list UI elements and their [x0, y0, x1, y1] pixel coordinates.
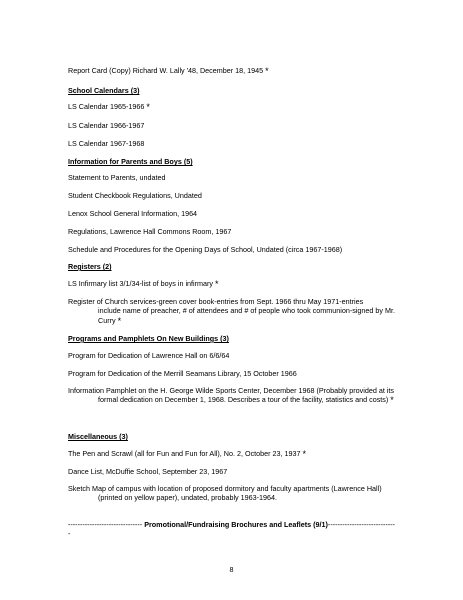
item-pamphlet-wilde	[68, 386, 395, 406]
divider-dashes-left: -------------------------------	[68, 520, 143, 529]
item-schedule-procedures: Schedule and Procedures for the Opening Days of School, Undated (circa 1967-1968)	[68, 245, 343, 254]
section-heading-promotional: Promotional/Fundraising Brochures and Leaflets (9/1)	[144, 520, 328, 529]
item-ls-calendar-1967: LS Calendar 1967-1968	[68, 139, 145, 148]
item-lawrence-regulations: Regulations, Lawrence Hall Commons Room, 1967	[68, 227, 232, 236]
asterisk-mark: *	[302, 449, 307, 459]
section-heading-school-calendars: School Calendars (3)	[68, 86, 140, 95]
item-ls-calendar-1966: LS Calendar 1966-1967	[68, 121, 145, 130]
item-program-merrill: Program for Dedication of the Merrill Seamans Library, 15 October 1966	[68, 369, 297, 378]
item-dance-list: Dance List, McDuffie School, September 23, 1967	[68, 467, 228, 476]
item-text-line-2: formal dedication on December 1, 1968. Describes a tour of the facility, statistics and costs) *	[98, 395, 394, 406]
section-divider-promotional	[68, 520, 395, 539]
item-ls-calendar-1965	[68, 102, 150, 112]
item-statement-parents: Statement to Parents, undated	[68, 173, 166, 182]
asterisk-mark: *	[265, 66, 269, 76]
divider-dashes-right: -----------------------------	[68, 520, 395, 539]
item-text: LS Calendar 1965-1966	[68, 102, 145, 111]
asterisk-mark: *	[390, 395, 394, 406]
asterisk-mark: *	[215, 279, 219, 289]
item-text-line-1: Register of Church services-green cover book-entries from Sept. 1966 thru May 1971-entries	[68, 297, 364, 306]
item-text-line-2: (printed on yellow paper), undated, probably 1963-1964.	[98, 493, 278, 503]
asterisk-mark: *	[117, 315, 122, 326]
item-program-lawrence: Program for Dedication of Lawrence Hall on 6/6/64	[68, 351, 230, 360]
item-church-register	[68, 297, 395, 326]
item-checkbook-regulations: Student Checkbook Regulations, Undated	[68, 191, 202, 200]
item-sketch-map	[68, 484, 395, 503]
item-text-line-1: Sketch Map of campus with location of proposed dormitory and faculty apartments (Lawrence Hall)	[68, 484, 382, 493]
item-text: The Pen and Scrawl (all for Fun and Fun for All), No. 2, October 23, 1937	[68, 449, 301, 458]
section-heading-programs: Programs and Pamphlets On New Buildings (3)	[68, 334, 229, 343]
section-heading-misc: Miscellaneous (3)	[68, 432, 128, 441]
page-number: 8	[229, 565, 234, 574]
item-ls-infirmary	[68, 279, 219, 289]
item-lenox-general-info: Lenox School General Information, 1964	[68, 209, 198, 218]
item-report-card	[68, 66, 269, 76]
asterisk-mark: *	[146, 102, 150, 112]
item-text: Report Card (Copy) Richard W. Lally '48, December 18, 1945	[68, 66, 264, 75]
item-text: LS Infirmary list 3/1/34-list of boys in infirmary	[68, 279, 213, 288]
item-text-line-1: Information Pamphlet on the H. George Wilde Sports Center, December 1968 (Probably provided at its	[68, 386, 394, 395]
item-pen-scrawl	[68, 449, 306, 459]
section-heading-registers: Registers (2)	[68, 262, 112, 271]
section-heading-info-parents: Information for Parents and Boys (5)	[68, 157, 193, 166]
item-text-line-2: include name of preacher, # of attendees and # of people who took communion-signed by Mr. Curry *	[98, 306, 395, 326]
